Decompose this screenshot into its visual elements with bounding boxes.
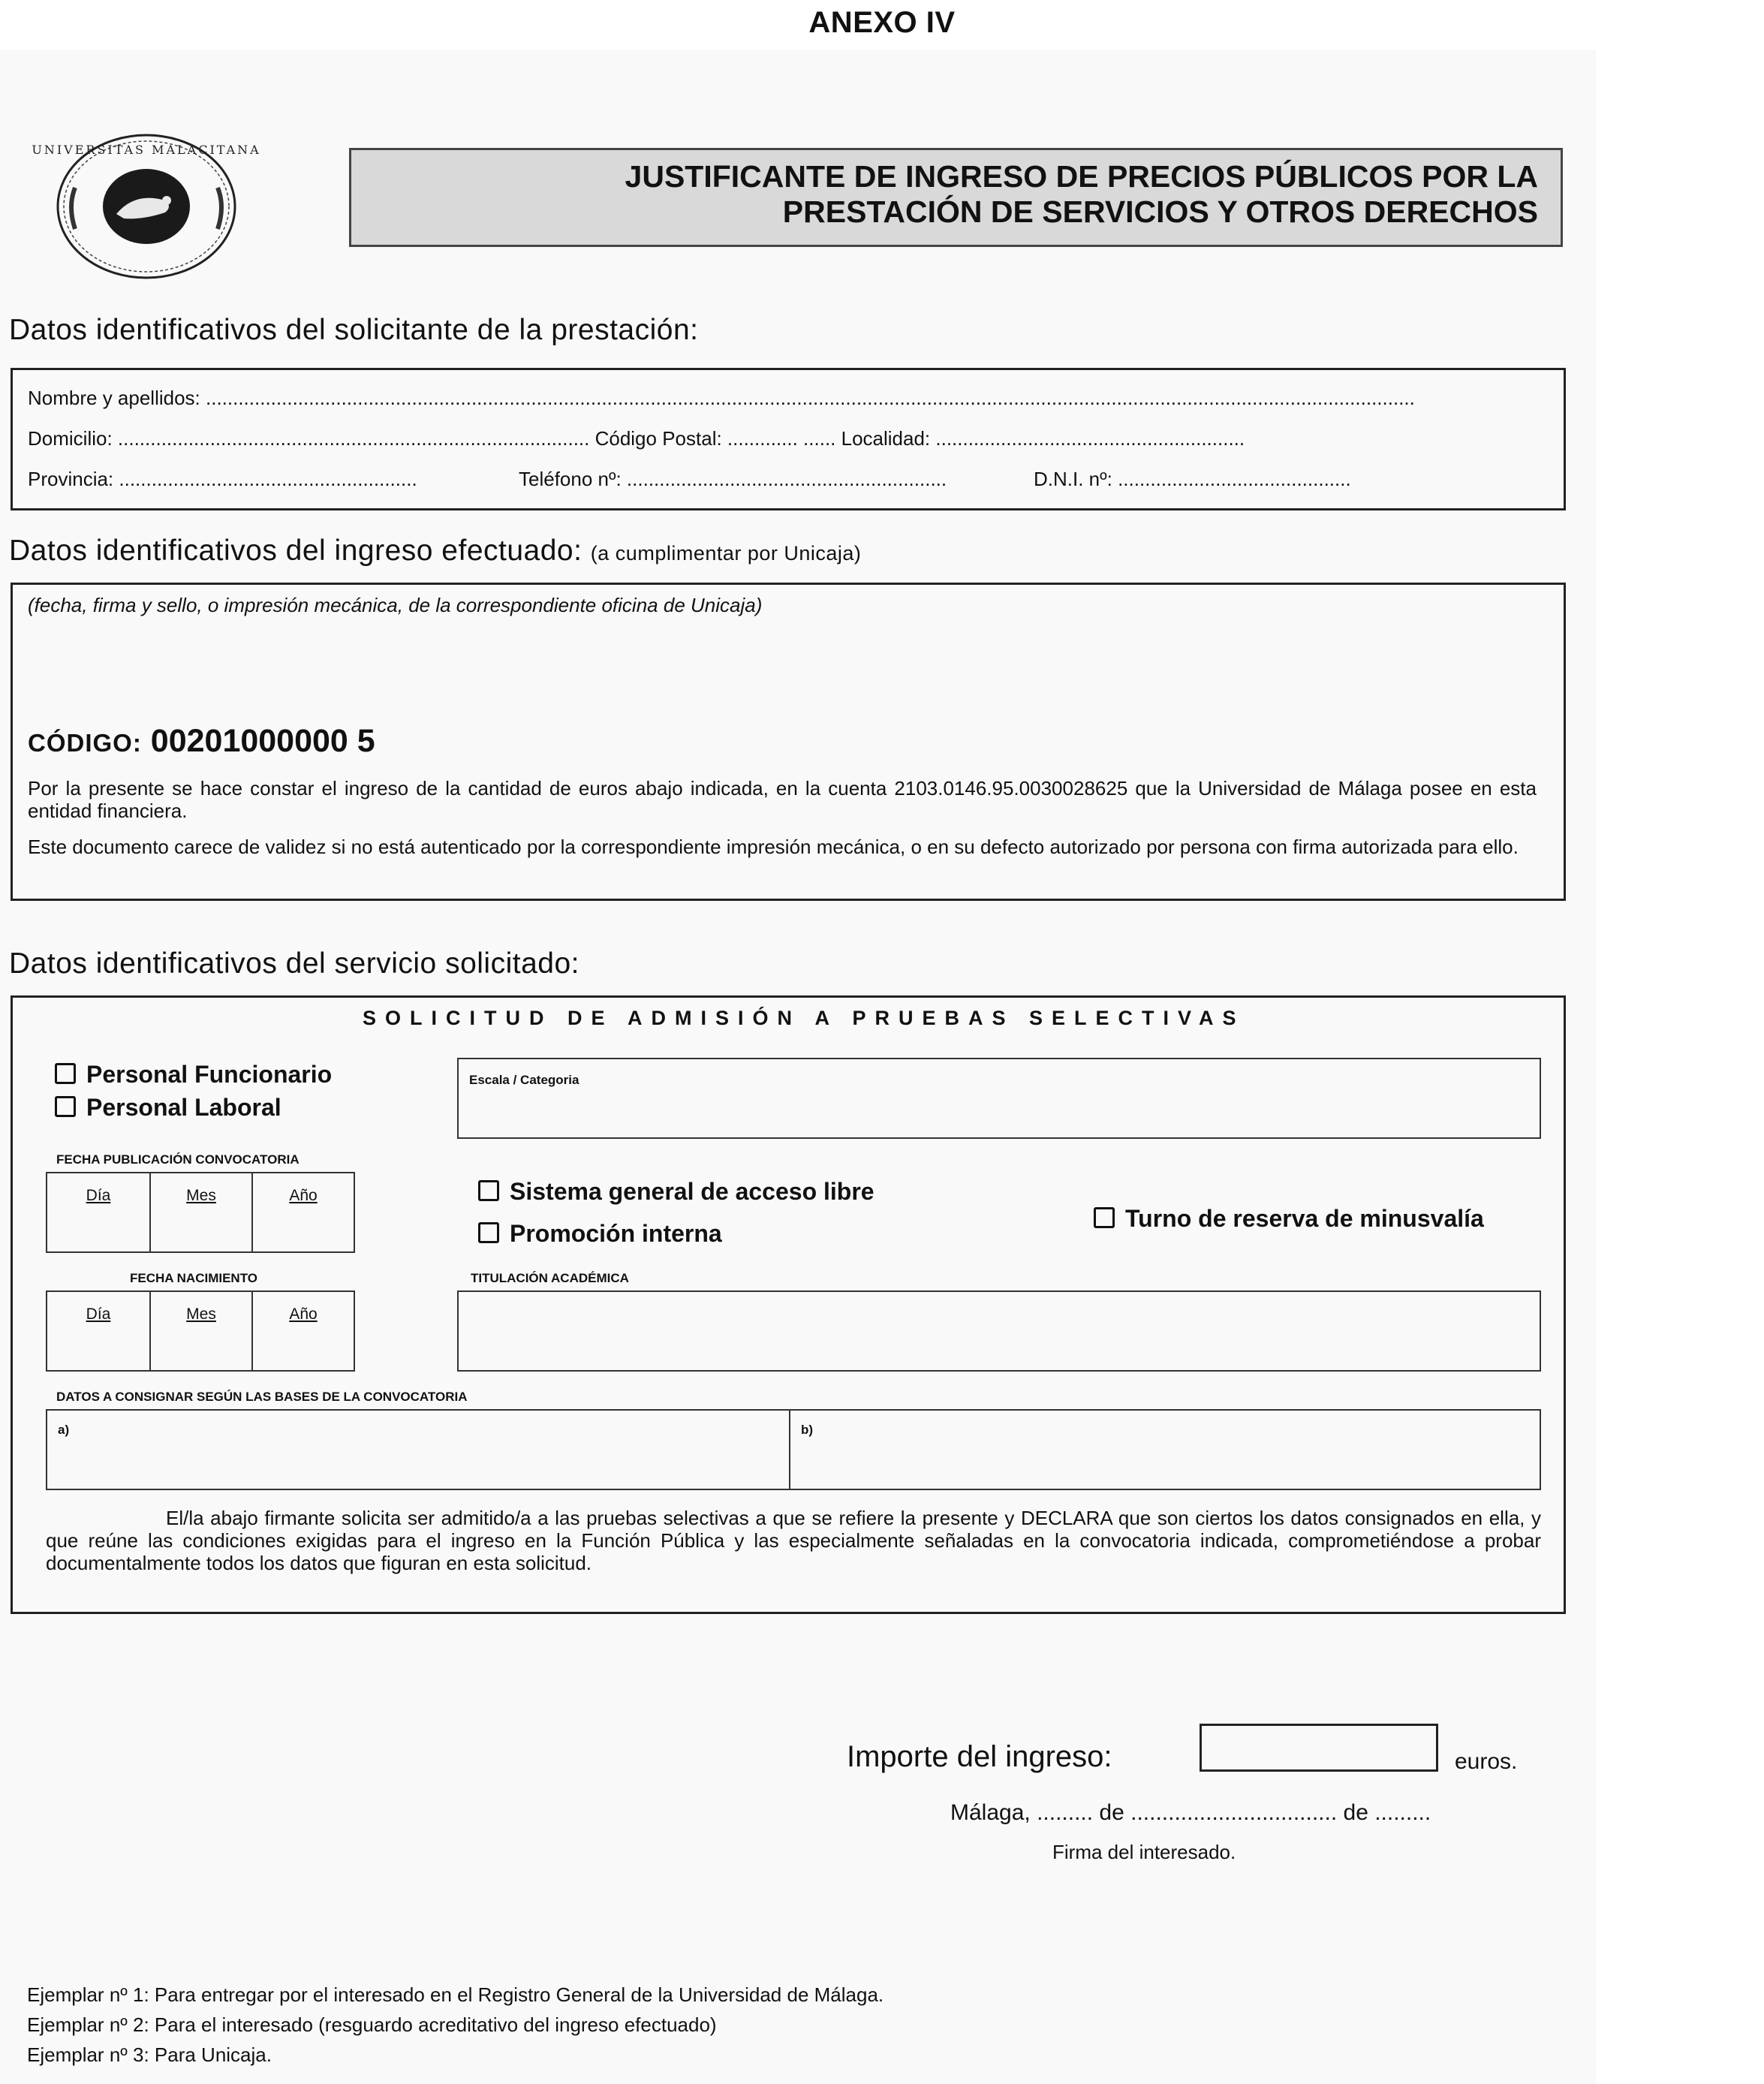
nac-mes-label: Mes — [186, 1306, 216, 1323]
university-seal-icon — [32, 131, 261, 282]
service-section-heading: Datos identificativos del servicio solicitado: — [9, 947, 580, 980]
service-box — [11, 995, 1566, 1614]
title-line-2: PRESTACIÓN DE SERVICIOS Y OTROS DERECHOS — [782, 194, 1538, 229]
payment-section-heading — [9, 535, 861, 568]
escala-label: Escala / Categoria — [469, 1073, 579, 1087]
euros-label: euros. — [1455, 1749, 1518, 1774]
checkbox-icon[interactable] — [55, 1096, 76, 1117]
copy-note-3: Ejemplar nº 3: Para Unicaja. — [27, 2043, 272, 2066]
dato-a-label: a) — [58, 1423, 70, 1437]
pub-mes-label: Mes — [186, 1187, 216, 1204]
province-field[interactable]: Provincia: ....................................................... — [28, 468, 417, 490]
pub-anio-label: Año — [289, 1187, 318, 1204]
signature-caption: Firma del interesado. — [1052, 1841, 1236, 1863]
fecha-publicacion-label: FECHA PUBLICACIÓN CONVOCATORIA — [56, 1152, 300, 1167]
pub-anio-cell[interactable] — [253, 1173, 354, 1251]
importe-input[interactable] — [1200, 1724, 1438, 1772]
pub-dia-label: Día — [86, 1187, 111, 1204]
dni-field[interactable]: D.N.I. nº: ........................................... — [1034, 468, 1351, 490]
name-field[interactable]: Nombre y apellidos: ............................................................................................................................................................................................................................... — [28, 387, 1415, 409]
place-date-line[interactable]: Málaga, ......... de ................................. de ......... — [950, 1800, 1431, 1825]
escala-field[interactable] — [457, 1058, 1541, 1139]
nac-anio-label: Año — [289, 1306, 318, 1323]
applicant-section-heading: Datos identificativos del solicitante de la prestación: — [9, 314, 699, 346]
code-value: 00201000000 5 — [150, 723, 375, 759]
option-promocion[interactable]: Promoción interna — [478, 1220, 722, 1248]
seal-text: UNIVERSITAS MALACITANA — [32, 143, 261, 157]
declaration-paragraph: El/la abajo firmante solicita ser admitido/a a las pruebas selectivas a que se refiere la presente y DECLARA que son ciertos los datos consignados en ella, y que reúne las condiciones exigidas para el ingreso en la Función Pública y las especialmente señaladas en la convocatoria indicada, comprometiéndose a probar documentalmente todos los datos que figuran en esta solicitud. — [46, 1507, 1541, 1574]
option-libre[interactable]: Sistema general de acceso libre — [478, 1178, 874, 1206]
document-title-box — [349, 148, 1563, 247]
fecha-nacimiento-label: FECHA NACIMIENTO — [130, 1271, 257, 1285]
option-laboral[interactable]: Personal Laboral — [55, 1094, 281, 1122]
titulacion-field[interactable] — [457, 1290, 1541, 1372]
checkbox-icon[interactable] — [478, 1180, 499, 1201]
service-box-title: SOLICITUD DE ADMISIÓN A PRUEBAS SELECTIVAS — [363, 1007, 1245, 1029]
title-line-1: JUSTIFICANTE DE INGRESO DE PRECIOS PÚBLICOS POR LA — [625, 159, 1538, 194]
nac-mes-cell[interactable] — [151, 1292, 253, 1370]
account-paragraph: Por la presente se hace constar el ingreso de la cantidad de euros abajo indicada, en la cuenta 2103.0146.95.0030028625 que la Universidad de Málaga posee en esta entidad financiera. — [28, 777, 1537, 822]
annex-title: ANEXO IV — [808, 6, 956, 39]
fecha-nacimiento-field[interactable] — [46, 1290, 355, 1372]
address-field[interactable]: Domicilio: ....................................................................................... Código Postal: ............. ...... Localidad: ......................................................... — [28, 427, 1245, 450]
validity-paragraph: Este documento carece de validez si no está autenticado por la correspondiente impresión mecánica, o en su defecto autorizado por persona con firma autorizada para ello. — [28, 836, 1519, 858]
dato-a-field[interactable] — [46, 1409, 790, 1490]
importe-label: Importe del ingreso: — [847, 1740, 1112, 1773]
stamp-instruction: (fecha, firma y sello, o impresión mecánica, de la correspondiente oficina de Unicaja) — [28, 594, 763, 616]
payment-box — [11, 583, 1566, 901]
code-label: CÓDIGO: — [28, 729, 142, 757]
fecha-publicacion-field[interactable] — [46, 1172, 355, 1253]
checkbox-icon[interactable] — [55, 1063, 76, 1084]
dato-b-label: b) — [801, 1423, 814, 1437]
copy-note-1: Ejemplar nº 1: Para entregar por el interesado en el Registro General de la Universidad de Málaga. — [27, 1983, 884, 2006]
payment-heading-text: Datos identificativos del ingreso efectuado: — [9, 535, 582, 567]
phone-field[interactable]: Teléfono nº: ........................................................... — [519, 468, 947, 490]
checkbox-icon[interactable] — [478, 1222, 499, 1243]
nac-dia-label: Día — [86, 1306, 111, 1323]
option-funcionario[interactable]: Personal Funcionario — [55, 1061, 332, 1089]
copy-note-2: Ejemplar nº 2: Para el interesado (resguardo acreditativo del ingreso efectuado) — [27, 2013, 717, 2036]
payment-code — [28, 723, 375, 760]
pub-mes-cell[interactable] — [151, 1173, 253, 1251]
checkbox-icon[interactable] — [1094, 1207, 1115, 1228]
datos-label: DATOS A CONSIGNAR SEGÚN LAS BASES DE LA CONVOCATORIA — [56, 1390, 468, 1404]
applicant-box — [11, 368, 1566, 510]
nac-dia-cell[interactable] — [47, 1292, 151, 1370]
titulacion-label: TITULACIÓN ACADÉMICA — [471, 1271, 629, 1285]
option-minusvalia[interactable]: Turno de reserva de minusvalía — [1094, 1205, 1484, 1233]
payment-heading-note: (a cumplimentar por Unicaja) — [590, 542, 862, 565]
pub-dia-cell[interactable] — [47, 1173, 151, 1251]
dato-b-field[interactable] — [789, 1409, 1541, 1490]
nac-anio-cell[interactable] — [253, 1292, 354, 1370]
